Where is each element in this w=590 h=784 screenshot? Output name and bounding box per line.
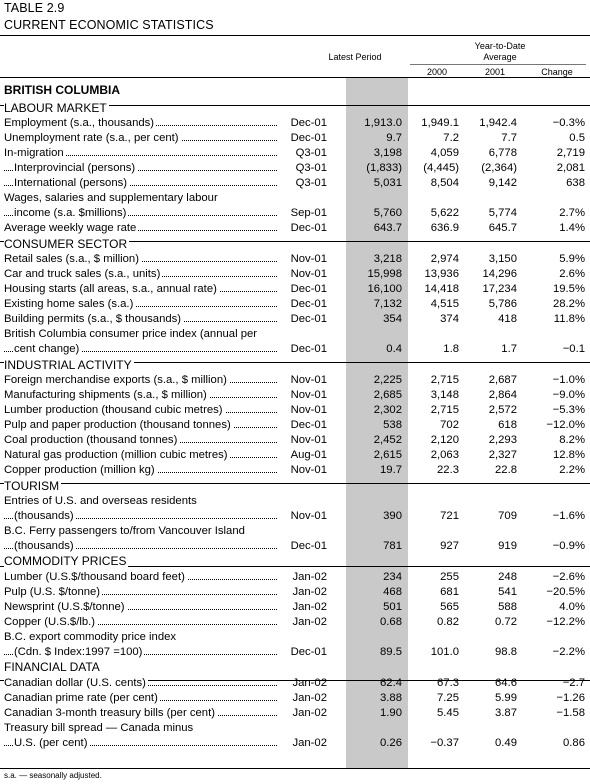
period-cell: Nov-01 xyxy=(290,374,327,386)
row-label: income (s.a. $millions) xyxy=(14,207,127,219)
ytd-2000-cell: 2,974 xyxy=(430,253,459,265)
row-label: Pulp (U.S. $/tonne) xyxy=(4,586,101,598)
change-cell: 2,719 xyxy=(556,147,585,159)
header-rule xyxy=(0,77,590,78)
latest-value-cell: 354 xyxy=(383,313,402,325)
ytd-2001-cell: 17,234 xyxy=(482,283,517,295)
change-cell: −12.2% xyxy=(546,616,585,628)
row-label: Car and truck sales (s.a., units) xyxy=(4,268,161,280)
period-cell: Jan-02 xyxy=(292,586,327,598)
row-label: Entries of U.S. and overseas residents xyxy=(4,495,197,507)
period-cell: Nov-01 xyxy=(290,253,327,265)
ytd-2001-cell: 3.87 xyxy=(495,707,517,719)
row-label: Natural gas production (million cubic metres) xyxy=(4,449,228,461)
table-row xyxy=(0,403,590,418)
period-cell: Jan-02 xyxy=(292,677,327,689)
change-cell: 19.5% xyxy=(552,283,585,295)
period-cell: Dec-01 xyxy=(290,646,327,658)
change-cell: −2.7 xyxy=(562,677,585,689)
row-label-line xyxy=(0,524,590,539)
change-cell: −5.3% xyxy=(552,404,585,416)
latest-value-cell: 2,615 xyxy=(373,449,402,461)
category-heading xyxy=(0,237,590,252)
latest-value-cell: 62.4 xyxy=(380,677,402,689)
row-label: Unemployment rate (s.a., per cent) xyxy=(4,132,179,144)
row-label: Employment (s.a., thousands) xyxy=(4,117,155,129)
row-label-line xyxy=(0,327,590,342)
ytd-2001-cell: 588 xyxy=(498,601,517,613)
row-label: Foreign merchandise exports (s.a., $ million) xyxy=(4,374,227,386)
change-cell: 2.6% xyxy=(559,268,585,280)
header-2001: 2001 xyxy=(484,67,506,77)
ytd-2000-cell: 7.25 xyxy=(437,692,459,704)
change-cell: 2.2% xyxy=(559,464,585,476)
row-label: Housing starts (all areas, s.a., annual rate) xyxy=(4,283,217,295)
change-cell: 28.2% xyxy=(552,298,585,310)
change-cell: −0.3% xyxy=(552,117,585,129)
change-cell: 8.2% xyxy=(559,434,585,446)
ytd-2000-cell: 1,949.1 xyxy=(421,117,459,129)
row-label: LABOUR MARKET xyxy=(4,101,107,115)
change-cell: 11.8% xyxy=(553,313,585,325)
ytd-2000-cell: 3,148 xyxy=(430,389,459,401)
period-cell: Dec-01 xyxy=(290,540,327,552)
ytd-2001-cell: 618 xyxy=(498,419,517,431)
ytd-2001-cell: 5.99 xyxy=(495,692,517,704)
ytd-2001-cell: 1.7 xyxy=(501,343,517,355)
ytd-2001-cell: 1,942.4 xyxy=(479,117,517,129)
ytd-2000-cell: 0.82 xyxy=(437,616,459,628)
table-row xyxy=(0,221,590,236)
ytd-2001-cell: 709 xyxy=(498,510,517,522)
row-label: Building permits (s.a., $ thousands) xyxy=(4,313,182,325)
ytd-2000-cell: 255 xyxy=(440,571,459,583)
change-cell: −20.5% xyxy=(546,586,585,598)
period-cell: Jan-02 xyxy=(292,692,327,704)
row-label-line xyxy=(0,630,590,645)
period-cell: Q3-01 xyxy=(295,177,327,189)
ytd-2001-cell: 2,293 xyxy=(488,434,517,446)
change-cell: 2,081 xyxy=(556,162,585,174)
row-label-line xyxy=(0,721,590,736)
ytd-2000-cell: 101.0 xyxy=(430,646,459,658)
ytd-2000-cell: 565 xyxy=(440,601,459,613)
latest-value-cell: 3,198 xyxy=(373,147,402,159)
row-label: Copper (U.S.$/lb.) xyxy=(4,616,96,628)
ytd-2000-cell: 721 xyxy=(440,510,459,522)
ytd-2000-cell: 2,715 xyxy=(430,404,459,416)
ytd-2001-cell: 7.7 xyxy=(501,132,517,144)
ytd-2000-cell: 636.9 xyxy=(430,222,459,234)
row-label: Lumber (U.S.$/thousand board feet) xyxy=(4,571,185,583)
table-row xyxy=(0,267,590,282)
period-cell: Q3-01 xyxy=(295,162,327,174)
latest-value-cell: 643.7 xyxy=(373,222,402,234)
latest-value-cell: 468 xyxy=(383,586,402,598)
table-title: CURRENT ECONOMIC STATISTICS xyxy=(4,18,214,32)
period-cell: Jan-02 xyxy=(292,571,327,583)
row-label: BRITISH COLUMBIA xyxy=(4,83,120,97)
ytd-2001-cell: (2,364) xyxy=(481,162,517,174)
ytd-2001-cell: 2,327 xyxy=(488,449,517,461)
category-heading xyxy=(0,101,590,116)
latest-value-cell: (1,833) xyxy=(366,162,402,174)
latest-value-cell: 16,100 xyxy=(367,283,402,295)
ytd-2001-cell: 248 xyxy=(498,571,517,583)
category-heading xyxy=(0,660,590,675)
ytd-2000-cell: 2,120 xyxy=(430,434,459,446)
row-label: Average weekly wage rate xyxy=(4,222,137,234)
change-cell: −2.2% xyxy=(552,646,585,658)
ytd-2000-cell: 2,063 xyxy=(430,449,459,461)
row-label: Treasury bill spread — Canada minus xyxy=(4,722,194,734)
period-cell: Nov-01 xyxy=(290,510,327,522)
row-label: Wages, salaries and supplementary labour xyxy=(4,192,218,204)
header-change: Change xyxy=(541,67,573,77)
row-label: Interprovincial (persons) xyxy=(14,162,136,174)
ytd-2000-cell: 7.2 xyxy=(443,132,459,144)
latest-value-cell: 0.26 xyxy=(380,737,402,749)
latest-value-cell: 0.68 xyxy=(380,616,402,628)
row-label: (Cdn. $ Index:1997 =100) xyxy=(14,646,143,658)
table-row xyxy=(0,463,590,478)
period-cell: Dec-01 xyxy=(290,117,327,129)
latest-value-cell: 1,913.0 xyxy=(364,117,402,129)
ytd-2000-cell: 13,936 xyxy=(424,268,459,280)
ytd-2000-cell: 1.8 xyxy=(443,343,459,355)
period-cell: Dec-01 xyxy=(290,283,327,295)
latest-value-cell: 781 xyxy=(383,540,402,552)
change-cell: 0.5 xyxy=(569,132,585,144)
latest-value-cell: 9.7 xyxy=(386,132,402,144)
table-row xyxy=(0,146,590,161)
row-label: FINANCIAL DATA xyxy=(4,660,100,674)
period-cell: Nov-01 xyxy=(290,464,327,476)
footnote: s.a. — seasonally adjusted. xyxy=(4,771,102,780)
row-label: TOURISM xyxy=(4,479,60,493)
row-label: Pulp and paper production (thousand tonnes) xyxy=(4,419,231,431)
ytd-2000-cell: −0.37 xyxy=(430,737,459,749)
category-heading xyxy=(0,479,590,494)
ytd-2000-cell: 5.45 xyxy=(437,707,459,719)
period-cell: Aug-01 xyxy=(290,449,327,461)
row-label: Newsprint (U.S.$/tonne) xyxy=(4,601,125,613)
table-row xyxy=(0,116,590,131)
ytd-2000-cell: 22.3 xyxy=(437,464,459,476)
row-label-line xyxy=(0,191,590,206)
ytd-2001-cell: 64.6 xyxy=(495,677,517,689)
latest-value-cell: 2,302 xyxy=(373,404,402,416)
category-heading xyxy=(0,554,590,569)
header-ytd-line2: Average xyxy=(483,52,517,62)
table-row xyxy=(0,342,590,357)
table-row xyxy=(0,509,590,524)
period-cell: Dec-01 xyxy=(290,132,327,144)
table-row xyxy=(0,206,590,221)
change-cell: 12.8% xyxy=(552,449,585,461)
latest-value-cell: 15,998 xyxy=(367,268,402,280)
ytd-2001-cell: 6,778 xyxy=(488,147,517,159)
table-row xyxy=(0,433,590,448)
ytd-2001-cell: 919 xyxy=(498,540,517,552)
ytd-2001-cell: 645.7 xyxy=(488,222,517,234)
ytd-2000-cell: 927 xyxy=(440,540,459,552)
ytd-2000-cell: 67.3 xyxy=(437,677,459,689)
table-row xyxy=(0,585,590,600)
change-cell: 4.0% xyxy=(559,601,585,613)
ytd-2001-cell: 98.8 xyxy=(495,646,517,658)
ytd-2001-cell: 9,142 xyxy=(488,177,517,189)
table-row xyxy=(0,312,590,327)
latest-value-cell: 234 xyxy=(383,571,402,583)
row-label: B.C. Ferry passengers to/from Vancouver Island xyxy=(4,525,245,537)
latest-value-cell: 501 xyxy=(383,601,402,613)
header-latest-period: Latest Period xyxy=(328,52,382,62)
latest-value-cell: 89.5 xyxy=(380,646,402,658)
ytd-2000-cell: 14,418 xyxy=(424,283,459,295)
category-heading xyxy=(0,358,590,373)
change-cell: −9.0% xyxy=(552,389,585,401)
row-label-line xyxy=(0,494,590,509)
table-row xyxy=(0,282,590,297)
ytd-2001-cell: 5,774 xyxy=(488,207,517,219)
ytd-2000-cell: 681 xyxy=(440,586,459,598)
row-label: International (persons) xyxy=(14,177,128,189)
row-label: Lumber production (thousand cubic metres) xyxy=(4,404,223,416)
latest-value-cell: 0.4 xyxy=(386,343,402,355)
period-cell: Dec-01 xyxy=(290,343,327,355)
change-cell: 5.9% xyxy=(559,253,585,265)
change-cell: −1.58 xyxy=(556,707,585,719)
change-cell: 638 xyxy=(566,177,585,189)
ytd-2001-cell: 5,786 xyxy=(488,298,517,310)
row-label: Canadian dollar (U.S. cents) xyxy=(4,677,146,689)
ytd-2000-cell: 702 xyxy=(440,419,459,431)
change-cell: −1.26 xyxy=(556,692,585,704)
row-label: Manufacturing shipments (s.a., $ million) xyxy=(4,389,207,401)
table-row xyxy=(0,252,590,267)
table-number: TABLE 2.9 xyxy=(4,1,65,15)
ytd-2001-cell: 22.8 xyxy=(495,464,517,476)
period-cell: Jan-02 xyxy=(292,707,327,719)
ytd-2000-cell: (4,445) xyxy=(423,162,459,174)
table-row xyxy=(0,706,590,721)
ytd-2001-cell: 14,296 xyxy=(482,268,517,280)
period-cell: Nov-01 xyxy=(290,389,327,401)
latest-value-cell: 7,132 xyxy=(373,298,402,310)
table-row xyxy=(0,176,590,191)
latest-value-cell: 5,760 xyxy=(373,207,402,219)
period-cell: Dec-01 xyxy=(290,222,327,234)
change-cell: −12.0% xyxy=(546,419,585,431)
row-label: (thousands) xyxy=(14,540,74,552)
row-label: Canadian 3-month treasury bills (per cent) xyxy=(4,707,215,719)
table-row xyxy=(0,676,590,691)
ytd-2001-cell: 2,687 xyxy=(488,374,517,386)
period-cell: Jan-02 xyxy=(292,737,327,749)
change-cell: −0.9% xyxy=(552,540,585,552)
period-cell: Nov-01 xyxy=(290,268,327,280)
row-label: Canadian prime rate (per cent) xyxy=(4,692,158,704)
table-row xyxy=(0,448,590,463)
period-cell: Jan-02 xyxy=(292,601,327,613)
row-label: In-migration xyxy=(4,147,64,159)
row-label: CONSUMER SECTOR xyxy=(4,237,128,251)
latest-value-cell: 2,225 xyxy=(373,374,402,386)
table-row xyxy=(0,691,590,706)
latest-value-cell: 19.7 xyxy=(380,464,402,476)
ytd-2001-cell: 3,150 xyxy=(488,253,517,265)
ytd-2001-cell: 418 xyxy=(498,313,517,325)
header-2000: 2000 xyxy=(426,67,448,77)
latest-value-cell: 3.88 xyxy=(380,692,402,704)
table-row xyxy=(0,539,590,554)
ytd-2000-cell: 374 xyxy=(440,313,459,325)
table-row xyxy=(0,615,590,630)
change-cell: −1.6% xyxy=(552,510,585,522)
header-ytd-line1: Year-to-Date xyxy=(474,41,526,51)
ytd-2000-cell: 4,059 xyxy=(430,147,459,159)
latest-value-cell: 5,031 xyxy=(373,177,402,189)
table-row xyxy=(0,570,590,585)
change-cell: 0.86 xyxy=(563,737,585,749)
period-cell: Nov-01 xyxy=(290,404,327,416)
row-label: COMMODITY PRICES xyxy=(4,554,127,568)
period-cell: Dec-01 xyxy=(290,298,327,310)
latest-value-cell: 1.90 xyxy=(380,707,402,719)
table-row xyxy=(0,388,590,403)
row-label: Retail sales (s.a., $ million) xyxy=(4,253,139,265)
period-cell: Q3-01 xyxy=(295,147,327,159)
row-label: U.S. (per cent) xyxy=(14,737,88,749)
ytd-2001-cell: 0.49 xyxy=(495,737,517,749)
period-cell: Dec-01 xyxy=(290,419,327,431)
bottom-rule xyxy=(0,768,590,769)
ytd-subrule xyxy=(410,64,586,65)
latest-value-cell: 538 xyxy=(383,419,402,431)
row-label: British Columbia consumer price index (annual per xyxy=(4,328,258,340)
row-label: INDUSTRIAL ACTIVITY xyxy=(4,358,132,372)
ytd-2001-cell: 0.72 xyxy=(495,616,517,628)
table-row xyxy=(0,418,590,433)
period-cell: Jan-02 xyxy=(292,616,327,628)
top-rule xyxy=(0,35,590,36)
latest-value-cell: 390 xyxy=(383,510,402,522)
table-row xyxy=(0,297,590,312)
table-row xyxy=(0,131,590,146)
period-cell: Sep-01 xyxy=(290,207,327,219)
latest-value-cell: 2,685 xyxy=(373,389,402,401)
ytd-2000-cell: 8,504 xyxy=(430,177,459,189)
row-label: Coal production (thousand tonnes) xyxy=(4,434,178,446)
latest-value-cell: 2,452 xyxy=(373,434,402,446)
change-cell: 2.7% xyxy=(559,207,585,219)
table-row xyxy=(0,373,590,388)
table-row xyxy=(0,736,590,751)
ytd-2000-cell: 2,715 xyxy=(430,374,459,386)
ytd-2001-cell: 541 xyxy=(498,586,517,598)
row-label: cent change) xyxy=(14,343,80,355)
period-cell: Dec-01 xyxy=(290,313,327,325)
section-heading xyxy=(0,83,590,98)
change-cell: 1.4% xyxy=(559,222,585,234)
latest-value-cell: 3,218 xyxy=(373,253,402,265)
period-cell: Nov-01 xyxy=(290,434,327,446)
table-row xyxy=(0,161,590,176)
change-cell: −1.0% xyxy=(552,374,585,386)
table-row xyxy=(0,600,590,615)
row-label: B.C. export commodity price index xyxy=(4,631,177,643)
ytd-2000-cell: 5,622 xyxy=(430,207,459,219)
change-cell: −0.1 xyxy=(562,343,585,355)
row-label: Copper production (million kg) xyxy=(4,464,155,476)
ytd-2001-cell: 2,572 xyxy=(488,404,517,416)
change-cell: −2.6% xyxy=(552,571,585,583)
ytd-2000-cell: 4,515 xyxy=(430,298,459,310)
ytd-2001-cell: 2,864 xyxy=(488,389,517,401)
table-row xyxy=(0,645,590,660)
row-label: (thousands) xyxy=(14,510,74,522)
row-label: Existing home sales (s.a.) xyxy=(4,298,134,310)
